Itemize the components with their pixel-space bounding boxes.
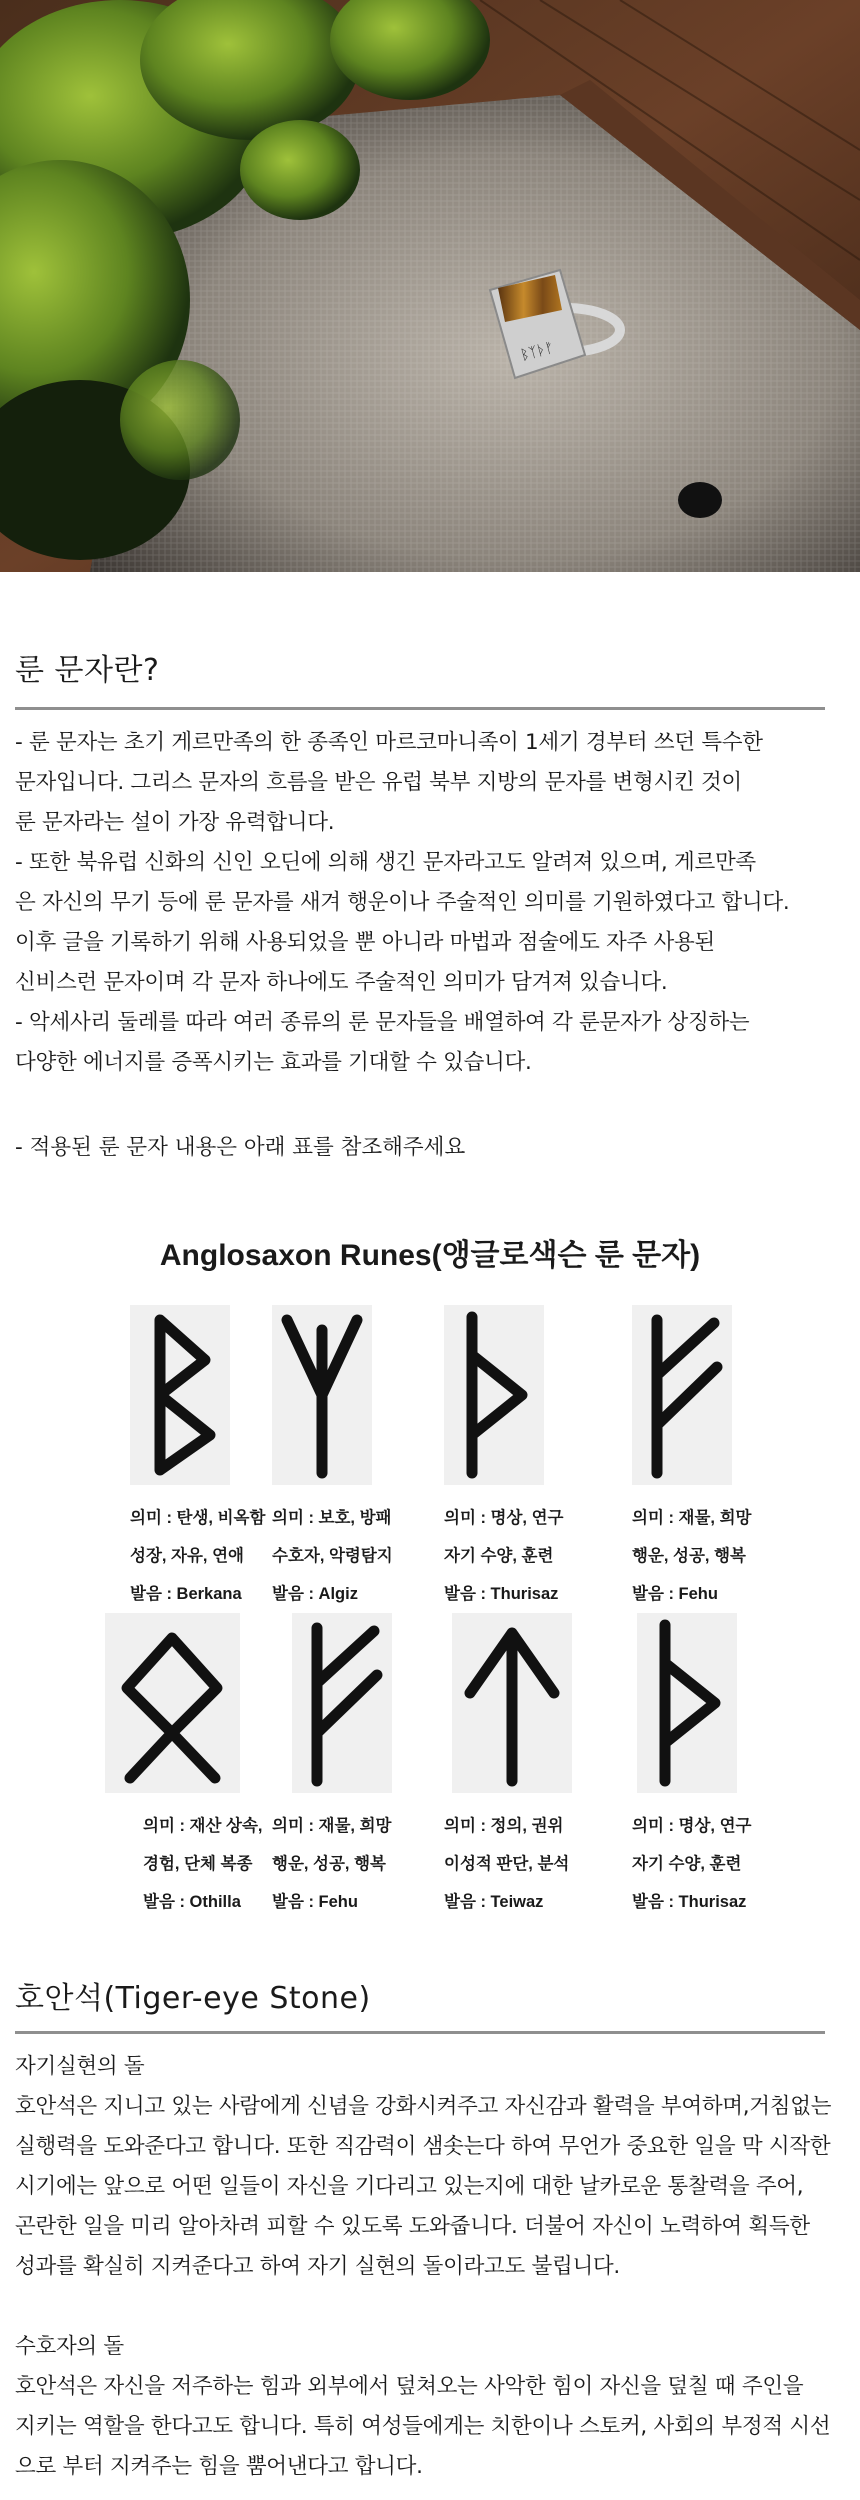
rune-meaning: 의미 : 명상, 연구 — [444, 1509, 564, 1527]
intro-divider — [15, 707, 825, 710]
stone-line: 실행력을 도와준다고 합니다. 또한 직감력이 샘솟는다 하여 무언가 중요한 일을 막 시작한 — [15, 2134, 831, 2159]
rune-table-title: Anglosaxon Runes(앵글로색슨 룬 문자) — [159, 1239, 701, 1272]
intro-line: 문자입니다. 그리스 문자의 흐름을 받은 유럽 북부 지방의 문자를 변형시킨 것이 — [15, 770, 742, 795]
rune-image — [272, 1305, 372, 1485]
rune-image — [637, 1613, 737, 1793]
rune-fehu-icon — [632, 1305, 732, 1485]
rune-pronunciation: 발음 : Berkana — [130, 1585, 242, 1603]
rune-meaning: 의미 : 정의, 권위 — [444, 1817, 564, 1835]
rune-pronunciation: 발음 : Teiwaz — [444, 1893, 544, 1911]
intro-line: - 악세사리 둘레를 따라 여러 종류의 룬 문자들을 배열하여 각 룬문자가 상징하는 — [15, 1010, 750, 1035]
rune-meaning-cont: 자기 수양, 훈련 — [632, 1855, 742, 1873]
hero-product-photo — [0, 0, 860, 572]
rune-pronunciation: 발음 : Othilla — [143, 1893, 241, 1911]
intro-line: 이후 글을 기록하기 위해 사용되었을 뿐 아니라 마법과 점술에도 자주 사용된 — [15, 930, 715, 955]
stone-self-realization-paragraph — [15, 2047, 845, 2287]
stone-line: 호안석은 자신을 저주하는 힘과 외부에서 덮쳐오는 사악한 힘이 자신을 덮칠 때 주인을 — [15, 2374, 804, 2399]
rune-algiz-icon — [272, 1305, 372, 1485]
rune-image — [632, 1305, 732, 1485]
rune-meaning: 의미 : 재물, 희망 — [272, 1817, 392, 1835]
rune-meaning-cont: 행운, 성공, 행복 — [632, 1547, 746, 1565]
intro-line: 룬 문자라는 설이 가장 유력합니다. — [15, 810, 335, 835]
intro-line: 신비스런 문자이며 각 문자 하나에도 주술적인 의미가 담겨져 있습니다. — [15, 970, 668, 995]
rune-pronunciation: 발음 : Algiz — [272, 1585, 358, 1603]
rune-meaning-cont: 자기 수양, 훈련 — [444, 1547, 554, 1565]
rune-image — [105, 1613, 240, 1793]
intro-line: - 룬 문자는 초기 게르만족의 한 종족인 마르코마니족이 1세기 경부터 쓰던 특수한 — [15, 730, 763, 755]
rune-teiwaz-icon — [452, 1613, 572, 1793]
stone-subheading: 수호자의 돌 — [15, 2334, 124, 2359]
stone-guardian-paragraph — [15, 2327, 845, 2487]
rune-meaning-cont: 이성적 판단, 분석 — [444, 1855, 570, 1873]
stone-line: 성과를 확실히 지켜준다고 하여 자기 실현의 돌이라고도 불립니다. — [15, 2254, 620, 2279]
rune-image — [452, 1613, 572, 1793]
rune-pronunciation: 발음 : Fehu — [632, 1585, 718, 1603]
rune-image — [292, 1613, 392, 1793]
rune-meaning-cont: 경험, 단체 복종 — [143, 1855, 253, 1873]
rune-image — [444, 1305, 544, 1485]
stone-subheading: 자기실현의 돌 — [15, 2054, 145, 2079]
rune-othilla-icon — [105, 1613, 240, 1793]
stone-line: 시기에는 앞으로 어떤 일들이 자신을 기다리고 있는지에 대한 날카로운 통찰력을 주어, — [15, 2174, 804, 2199]
rune-meaning: 의미 : 보호, 방패 — [272, 1509, 392, 1527]
rune-fehu-icon — [292, 1613, 392, 1793]
rune-meaning-cont: 행운, 성공, 행복 — [272, 1855, 386, 1873]
intro-line: - 또한 북유럽 신화의 신인 오딘에 의해 생긴 문자라고도 알려져 있으며, 게르만족 — [15, 850, 756, 875]
intro-title: 룬 문자란? — [15, 653, 160, 688]
intro-line: 다양한 에너지를 증폭시키는 효과를 기대할 수 있습니다. — [15, 1050, 532, 1075]
stone-line: 지키는 역할을 한다고도 합니다. 특히 여성들에게는 치한이나 스토커, 사회의 부정적 시선 — [15, 2414, 831, 2439]
svg-text:ᛒᛉᚦᚠ: ᛒᛉᚦᚠ — [518, 339, 556, 364]
rune-meaning: 의미 : 재물, 희망 — [632, 1509, 752, 1527]
rune-pronunciation: 발음 : Thurisaz — [632, 1893, 747, 1911]
rune-berkana-icon — [130, 1305, 230, 1485]
stone-title: 호안석(Tiger-eye Stone) — [15, 1981, 371, 2016]
stone-line: 으로 부터 지켜주는 힘을 뿜어낸다고 합니다. — [15, 2454, 423, 2479]
stone-line: 곤란한 일을 미리 알아차려 피할 수 있도록 도와줍니다. 더불어 자신이 노력하여 획득한 — [15, 2214, 810, 2239]
stone-line: 호안석은 지니고 있는 사람에게 신념을 강화시켜주고 자신감과 활력을 부여하며,거침없는 — [15, 2094, 832, 2119]
rune-meaning: 의미 : 재산 상속, — [143, 1817, 263, 1835]
rune-thurisaz-icon — [637, 1613, 737, 1793]
rune-image — [130, 1305, 230, 1485]
rune-table-note: - 적용된 룬 문자 내용은 아래 표를 참조해주세요 — [15, 1135, 466, 1160]
intro-line: 은 자신의 무기 등에 룬 문자를 새겨 행운이나 주술적인 의미를 기원하였다고 합니다. — [15, 890, 790, 915]
rune-meaning-cont: 수호자, 악령탐지 — [272, 1547, 393, 1565]
rune-pronunciation: 발음 : Fehu — [272, 1893, 358, 1911]
stone-divider — [15, 2031, 825, 2034]
ring-photo-illustration — [0, 0, 860, 572]
rune-meaning-cont: 성장, 자유, 연애 — [130, 1547, 244, 1565]
rune-pronunciation: 발음 : Thurisaz — [444, 1585, 559, 1603]
rune-meaning: 의미 : 탄생, 비옥함 — [130, 1509, 266, 1527]
rune-thurisaz-icon — [444, 1305, 544, 1485]
intro-paragraph — [15, 723, 845, 1083]
rune-meaning: 의미 : 명상, 연구 — [632, 1817, 752, 1835]
